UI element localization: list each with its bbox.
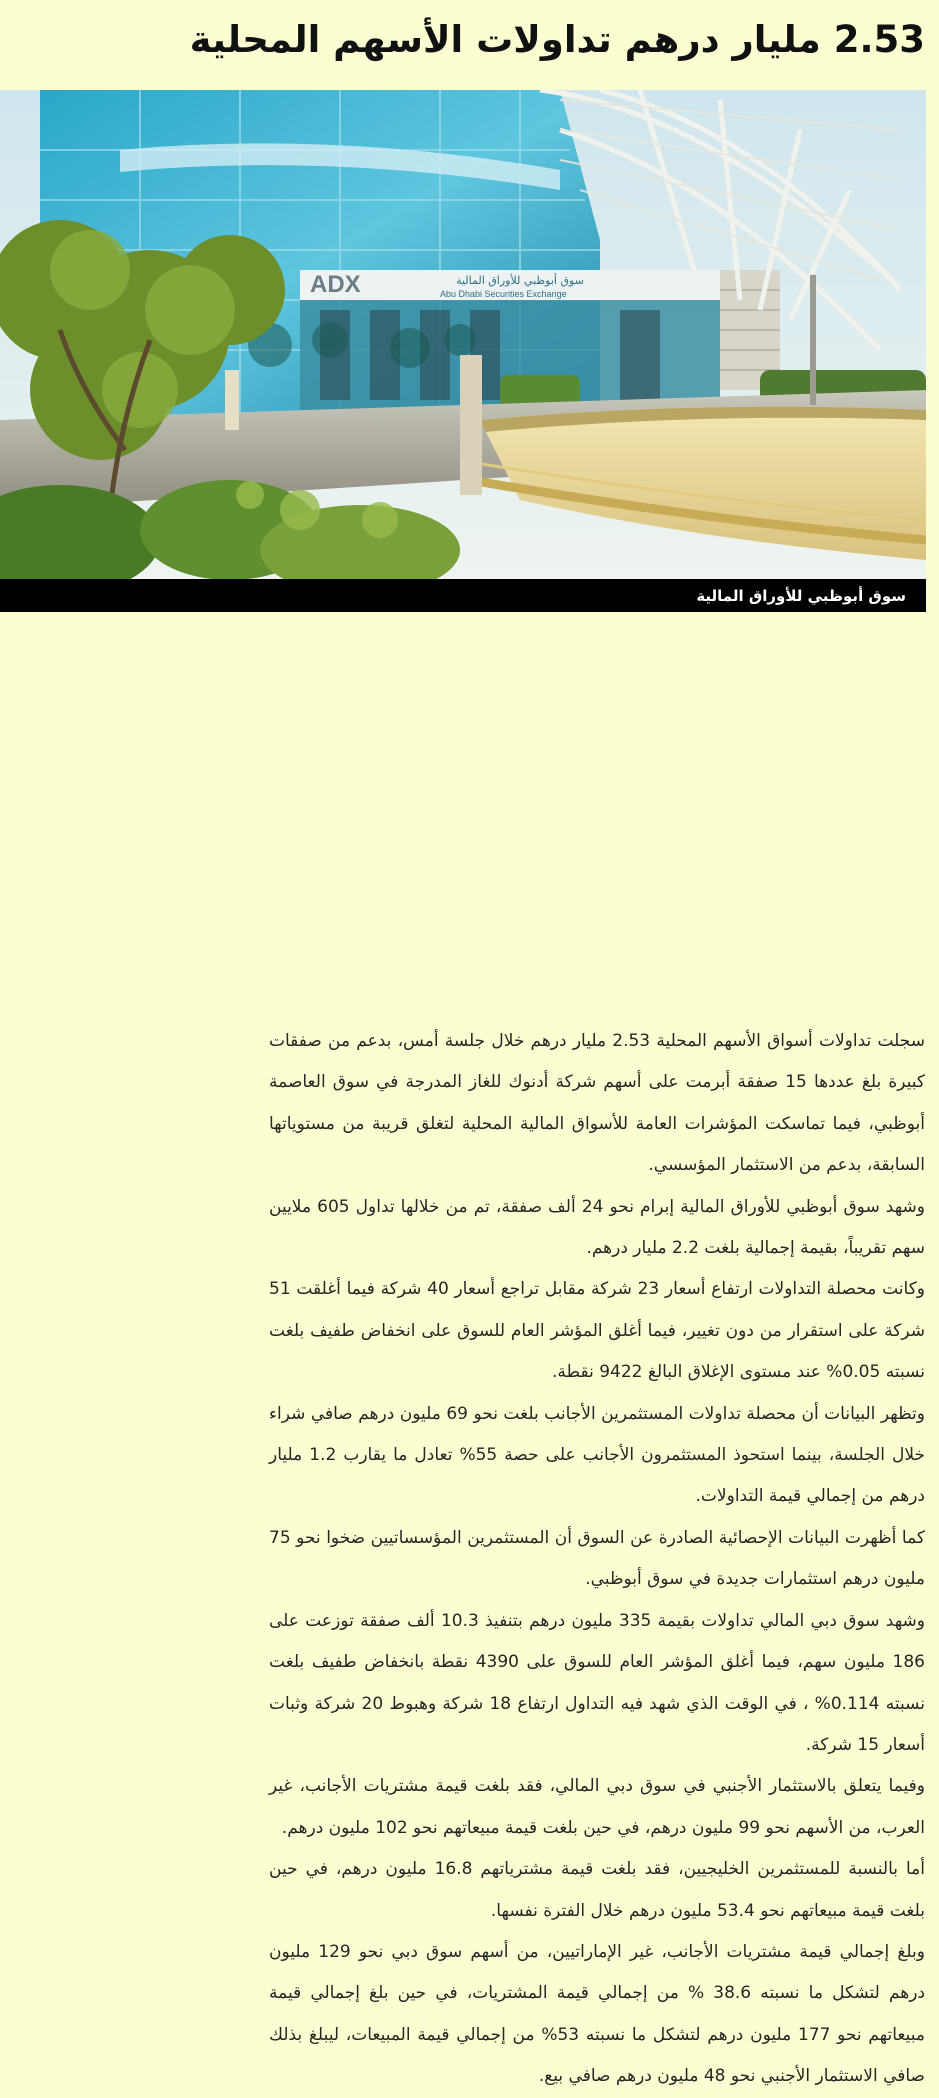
ad-placeholder [0,612,939,1012]
paragraph: سجلت تداولات أسواق الأسهم المحلية 2.53 مليار درهم خلال جلسة أمس، بدعم من صفقات كبيرة بلغ عددها 15 صفقة أبرمت على أسهم شركة أدنوك للغاز المدرجة في سوق العاصمة أبوظبي، فيما تماسكت المؤشرات العامة للأسواق المالية المحلية لتغلق قريبة من مستوياتها السابقة، بدعم من الاستثمار المؤسسي. [269,1031,925,1176]
sign-logo: ADX [310,271,361,298]
paragraph: وشهد سوق أبوظبي للأوراق المالية إبرام نحو 24 ألف صفقة، تم من خلالها تداول 605 ملايين سهم تقريباً، بقيمة إجمالية بلغت 2.2 مليار درهم. [269,1196,925,1259]
paragraph: كما أظهرت البيانات الإحصائية الصادرة عن السوق أن المستثمرين المؤسساتيين ضخوا نحو 75 مليون درهم استثمارات جديدة في سوق أبوظبي. [269,1527,925,1590]
paragraph: وكانت محصلة التداولات ارتفاع أسعار 23 شركة مقابل تراجع أسعار 40 شركة فيما أغلقت 51 شركة على استقرار من دون تغيير، فيما أغلق المؤشر العام للسوق على انخفاض طفيف بلغت نسبته 0.05% عند مستوى الإغلاق البالغ 9422 نقطة. [269,1279,925,1383]
paragraph: وفيما يتعلق بالاستثمار الأجنبي في سوق دبي المالي، فقد بلغت قيمة مشتريات الأجانب، غير العرب، من الأسهم نحو 99 مليون درهم، في حين بلغت قيمة مبيعاتهم نحو 102 مليون درهم. [269,1776,925,1838]
image-caption: سوق أبوظبي للأوراق المالية [696,587,906,605]
paragraph: وبلغ إجمالي قيمة مشتريات الأجانب، غير الإماراتيين، من أسهم سوق دبي نحو 129 مليون درهم لتشكل ما نسبته 38.6 % من إجمالي قيمة المشتريات، في حين بلغ إجمالي قيمة مبيعاتهم نحو 177 مليون درهم لتشكل ما نسبته 53% من إجمالي قيمة المبيعات، ليبلغ بذلك صافي الاستثمار الأجنبي نحو 48 مليون درهم صافي بيع. [269,1941,926,2087]
sign-arabic: سوق أبوظبي للأوراق المالية [456,274,584,287]
article-figure [0,90,926,612]
paragraph: وتظهر البيانات أن محصلة تداولات المستثمرين الأجانب بلغت نحو 69 مليون درهم صافي شراء خلال الجلسة، بينما استحوذ المستثمرون الأجانب على حصة 55% تعادل ما يقارب 1.2 مليار درهم من إجمالي قيمة التداولات. [269,1403,925,1507]
sign-english: Abu Dhabi Securities Exchange [440,289,567,299]
paragraph: أما بالنسبة للمستثمرين الخليجيين، فقد بلغت قيمة مشترياتهم 16.8 مليون درهم، في حين بلغت قيمة مبيعاتهم نحو 53.4 مليون درهم خلال الفترة نفسها. [269,1859,925,1921]
article-body [269,1021,925,2098]
caption-bar [0,579,926,612]
paragraph: وشهد سوق دبي المالي تداولات بقيمة 335 مليون درهم بتنفيذ 10.3 ألف صفقة توزعت على 186 مليون سهم، فيما أغلق المؤشر العام للسوق على 4390 نقطة بانخفاض طفيف بلغت نسبته 0.114% ، في الوقت الذي شهد فيه التداول ارتفاع 18 شركة وهبوط 20 شركة وثبات أسعار 15 شركة. [269,1610,925,1755]
article-title: 2.53 مليار درهم تداولات الأسهم المحلية [189,18,925,61]
article-photo [0,90,926,579]
